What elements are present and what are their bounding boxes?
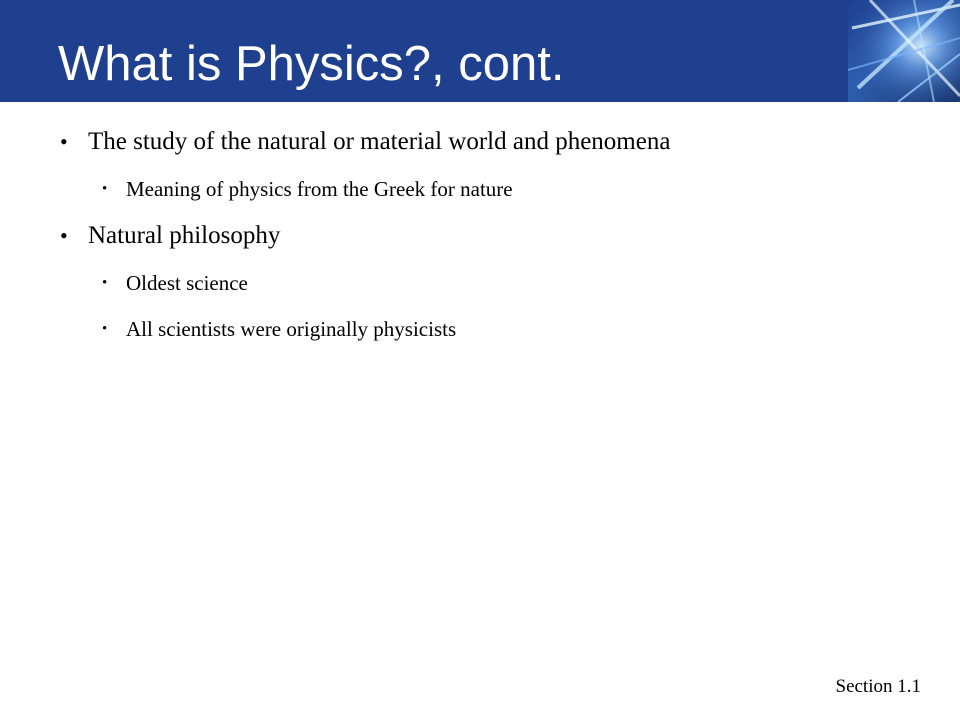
bullet-icon: • bbox=[60, 223, 68, 248]
sub-bullet-icon: • bbox=[102, 275, 108, 291]
sub-bullet-text: All scientists were originally physicists bbox=[126, 317, 457, 341]
bullet-text: Natural philosophy bbox=[88, 222, 281, 249]
slide-title: What is Physics?, cont. bbox=[58, 37, 565, 91]
light-streaks-image bbox=[848, 0, 960, 102]
bullet-item bbox=[60, 212, 920, 260]
sub-bullet-icon: • bbox=[102, 321, 108, 337]
sub-bullet-item bbox=[60, 306, 920, 352]
bullet-list bbox=[60, 118, 920, 352]
bullet-text: The study of the natural or material world and phenomena bbox=[88, 128, 671, 155]
sub-bullet-text: Oldest science bbox=[126, 271, 248, 295]
sub-bullet-text: Meaning of physics from the Greek for nature bbox=[126, 177, 513, 201]
sub-bullet-item bbox=[60, 166, 920, 212]
bullet-item bbox=[60, 118, 920, 166]
sub-bullet-item bbox=[60, 260, 920, 306]
title-bar bbox=[0, 0, 960, 102]
section-label: Section 1.1 bbox=[835, 676, 921, 697]
bullet-icon: • bbox=[60, 129, 68, 154]
sub-bullet-icon: • bbox=[102, 181, 108, 197]
